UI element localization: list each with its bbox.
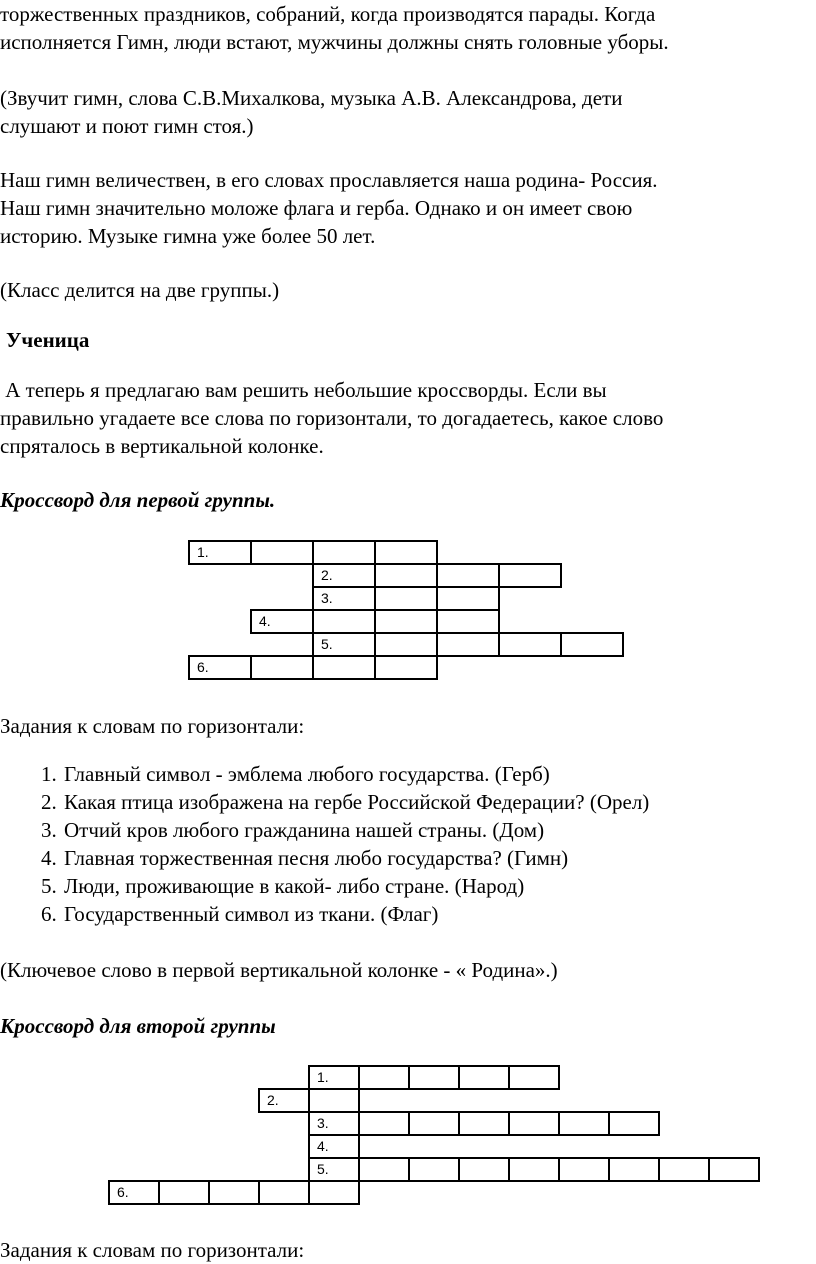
crossword-row-number: 2.: [321, 567, 333, 583]
crossword-cell: [608, 1111, 660, 1136]
crossword-cell: [708, 1157, 760, 1182]
crossword-cell: [308, 1180, 360, 1205]
crossword1-tasks-heading: Задания к словам по горизонтали:: [0, 714, 305, 738]
crossword-cell: [560, 632, 624, 657]
crossword-row-number: 3.: [317, 1115, 329, 1131]
task-item: 4. Главная торжественная песня любо государства? (Гимн): [62, 844, 816, 872]
crossword-cell: [436, 586, 500, 611]
crossword-cell: [458, 1065, 510, 1090]
crossword1-task-list: [0, 760, 816, 928]
crossword-cell: [312, 586, 376, 611]
crossword-cell: [312, 540, 376, 565]
crossword-cell: [208, 1180, 260, 1205]
crossword-cell: [498, 632, 562, 657]
crossword-row-number: 2.: [267, 1092, 279, 1108]
crossword-cell: [508, 1157, 560, 1182]
task-item: 2. Какая птица изображена на гербе Российской Федерации? (Орел): [62, 788, 816, 816]
task-item: 3. Отчий кров любого гражданина нашей страны. (Дом): [62, 816, 816, 844]
crossword-row-number: 5.: [321, 636, 333, 652]
crossword-cell: [408, 1065, 460, 1090]
crossword-cell: [436, 563, 500, 588]
crossword-row-number: 1.: [197, 544, 209, 560]
crossword-cell: [250, 655, 314, 680]
story-line-2: Наш гимн значительно моложе флага и герба. Однако и он имеет свою: [0, 196, 633, 220]
crossword-cell: [374, 563, 438, 588]
crossword-cell: [374, 586, 438, 611]
crossword-cell: [358, 1111, 410, 1136]
crossword-cell: [358, 1065, 410, 1090]
crossword-cell: [658, 1157, 710, 1182]
crossword1-keyword-note: (Ключевое слово в первой вертикальной колонке - « Родина».): [0, 958, 558, 982]
crossword-cell: [312, 609, 376, 634]
crossword-cell: [558, 1111, 610, 1136]
crossword-cell: [308, 1111, 360, 1136]
offer-line-1: А теперь я предлагаю вам решить небольшие кроссворды. Если вы: [0, 378, 607, 402]
crossword-row-number: 1.: [317, 1069, 329, 1085]
crossword-row-number: 4.: [259, 613, 271, 629]
crossword-cell: [188, 540, 252, 565]
crossword-cell: [308, 1134, 360, 1159]
crossword-cell: [374, 609, 438, 634]
crossword-cell: [312, 632, 376, 657]
crossword-row-number: 4.: [317, 1138, 329, 1154]
class-split-note: (Класс делится на две группы.): [0, 278, 280, 302]
story-line-1: Наш гимн величествен, в его словах прославляется наша родина- Россия.: [0, 168, 658, 192]
crossword-cell: [158, 1180, 210, 1205]
crossword-cell: [608, 1157, 660, 1182]
crossword-cell: [374, 632, 438, 657]
crossword-cell: [258, 1088, 310, 1113]
task-item: 6. Государственный символ из ткани. (Флаг): [62, 900, 816, 928]
crossword-cell: [250, 609, 314, 634]
crossword-cell: [108, 1180, 160, 1205]
task-item: 1. Главный символ - эмблема любого государства. (Герб): [62, 760, 816, 788]
crossword-cell: [188, 655, 252, 680]
crossword-row-number: 3.: [321, 590, 333, 606]
crossword2-tasks-heading: Задания к словам по горизонтали:: [0, 1238, 305, 1262]
crossword-cell: [436, 632, 500, 657]
crossword2-title: Кроссворд для второй группы: [0, 1014, 276, 1038]
intro-line-1: торжественных праздников, собраний, когда производятся парады. Когда: [0, 2, 656, 26]
crossword-cell: [308, 1157, 360, 1182]
anthem-line-1: (Звучит гимн, слова С.В.Михалкова, музыка А.В. Александрова, дети: [0, 86, 623, 110]
crossword-cell: [312, 655, 376, 680]
crossword-cell: [308, 1065, 360, 1090]
crossword-cell: [508, 1111, 560, 1136]
crossword-cell: [436, 609, 500, 634]
crossword-cell: [308, 1088, 360, 1113]
crossword-cell: [458, 1157, 510, 1182]
crossword-cell: [374, 655, 438, 680]
crossword-cell: [498, 563, 562, 588]
crossword-cell: [408, 1157, 460, 1182]
crossword1-title: Кроссворд для первой группы.: [0, 488, 276, 512]
crossword-cell: [408, 1111, 460, 1136]
crossword-cell: [312, 563, 376, 588]
offer-line-2: правильно угадаете все слова по горизонтали, то догадаетесь, какое слово: [0, 406, 664, 430]
task-item: 5. Люди, проживающие в какой- либо стране. (Народ): [62, 872, 816, 900]
speaker-label: Ученица: [6, 328, 90, 352]
crossword-cell: [358, 1157, 410, 1182]
crossword-cell: [250, 540, 314, 565]
crossword-cell: [258, 1180, 310, 1205]
crossword-cell: [374, 540, 438, 565]
story-line-3: историю. Музыке гимна уже более 50 лет.: [0, 224, 376, 248]
crossword-row-number: 5.: [317, 1161, 329, 1177]
crossword-cell: [558, 1157, 610, 1182]
crossword-cell: [508, 1065, 560, 1090]
anthem-line-2: слушают и поют гимн стоя.): [0, 114, 254, 138]
crossword-cell: [458, 1111, 510, 1136]
offer-line-3: спряталось в вертикальной колонке.: [0, 434, 324, 458]
crossword-row-number: 6.: [197, 659, 209, 675]
crossword-row-number: 6.: [117, 1184, 129, 1200]
intro-line-2: исполняется Гимн, люди встают, мужчины должны снять головные уборы.: [0, 30, 669, 54]
